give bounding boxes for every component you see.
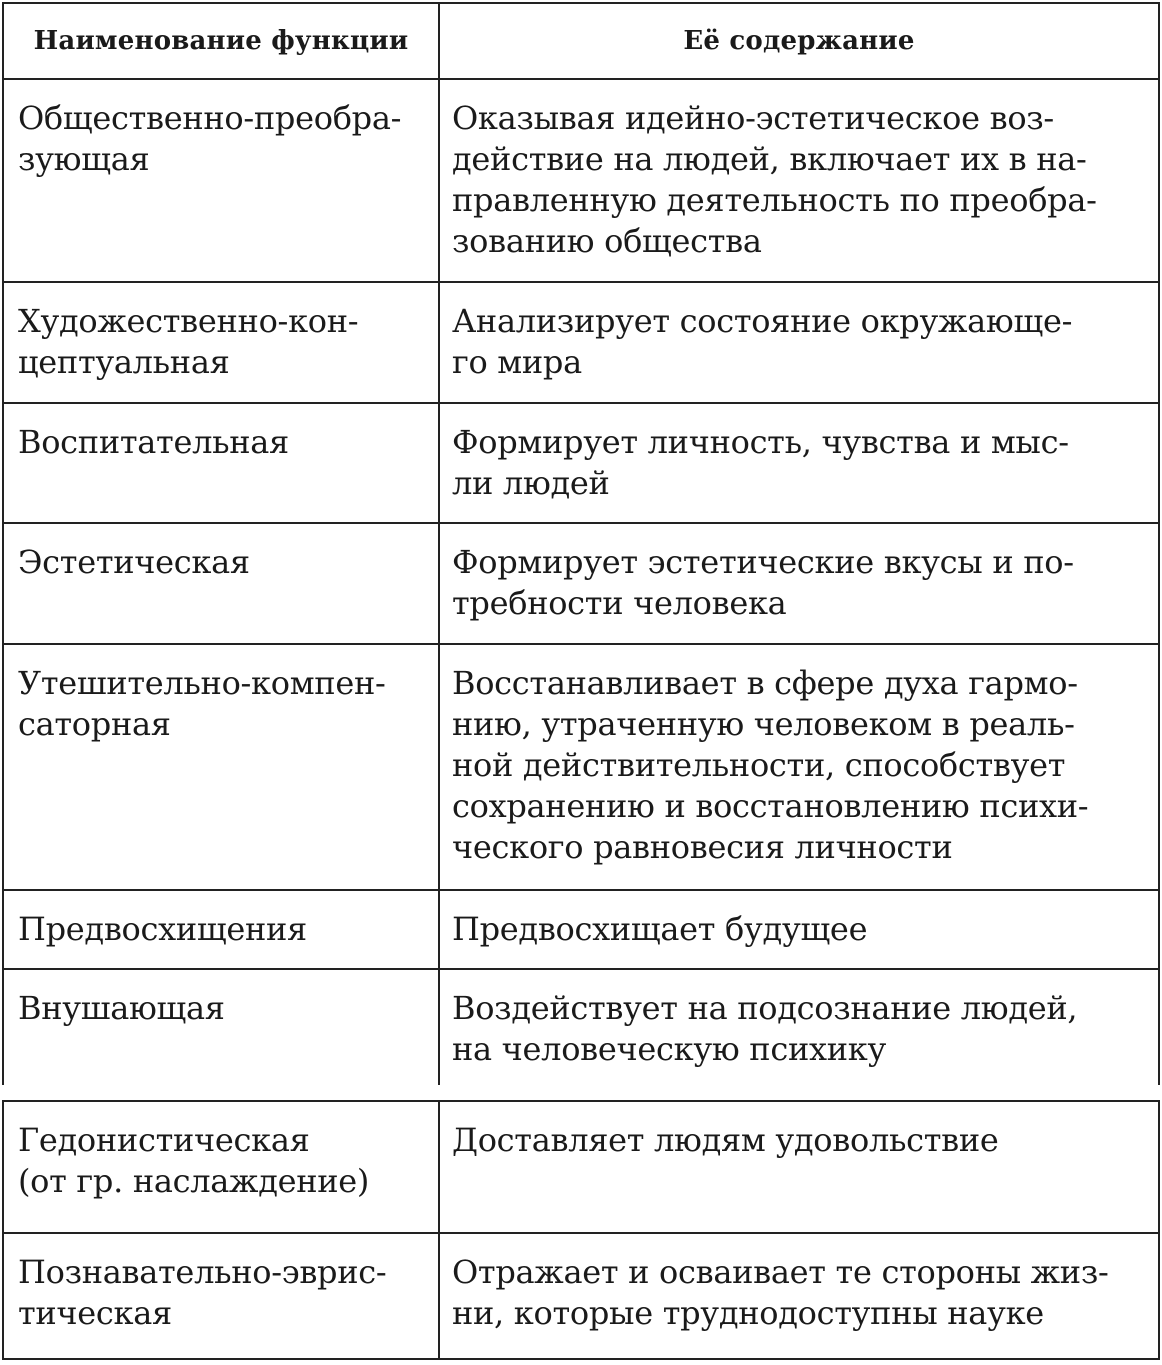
function-content-cell: Формирует эстетические вкусы и по- требности человека — [439, 523, 1159, 644]
function-content-cell: Оказывая идейно-эстетическое воз- действие на людей, включает их в на- правленную деятельность по преобра- зованию общества — [439, 79, 1159, 282]
function-name-cell: Предвосхищения — [3, 890, 439, 969]
function-name-cell: Утешительно-компен- саторная — [3, 644, 439, 890]
table-row — [3, 969, 1159, 1085]
function-name-cell: Воспитательная — [3, 403, 439, 523]
function-name-cell: Эстетическая — [3, 523, 439, 644]
table-row — [3, 644, 1159, 890]
header-name: Наименование функции — [3, 3, 439, 79]
header-content: Её содержание — [439, 3, 1159, 79]
table-row — [3, 1233, 1159, 1359]
table-row — [3, 282, 1159, 403]
function-name-cell: Общественно-преобра- зующая — [3, 79, 439, 282]
table-row — [3, 890, 1159, 969]
function-content-cell: Анализирует состояние окружающе- го мира — [439, 282, 1159, 403]
table-row — [3, 523, 1159, 644]
table-row — [3, 1101, 1159, 1233]
functions-table-part-1 — [2, 2, 1160, 1085]
table-row — [3, 79, 1159, 282]
function-content-cell: Восстанавливает в сфере духа гармо- нию, утраченную человеком в реаль- ной действительности, способствует сохранению и восстановлению психи- ческого равновесия личности — [439, 644, 1159, 890]
function-name-cell: Гедонистическая (от гр. наслаждение) — [3, 1101, 439, 1233]
function-name-cell: Познавательно-эврис- тическая — [3, 1233, 439, 1359]
function-content-cell: Доставляет людям удовольствие — [439, 1101, 1159, 1233]
table-row — [3, 403, 1159, 523]
function-content-cell: Отражает и осваивает те стороны жиз- ни, которые труднодоступны науке — [439, 1233, 1159, 1359]
functions-table-part-2 — [2, 1100, 1160, 1360]
function-content-cell: Воздействует на подсознание людей, на человеческую психику — [439, 969, 1159, 1085]
function-content-cell: Формирует личность, чувства и мыс- ли людей — [439, 403, 1159, 523]
function-name-cell: Художественно-кон- цептуальная — [3, 282, 439, 403]
function-name-cell: Внушающая — [3, 969, 439, 1085]
table-header-row — [3, 3, 1159, 79]
function-content-cell: Предвосхищает будущее — [439, 890, 1159, 969]
